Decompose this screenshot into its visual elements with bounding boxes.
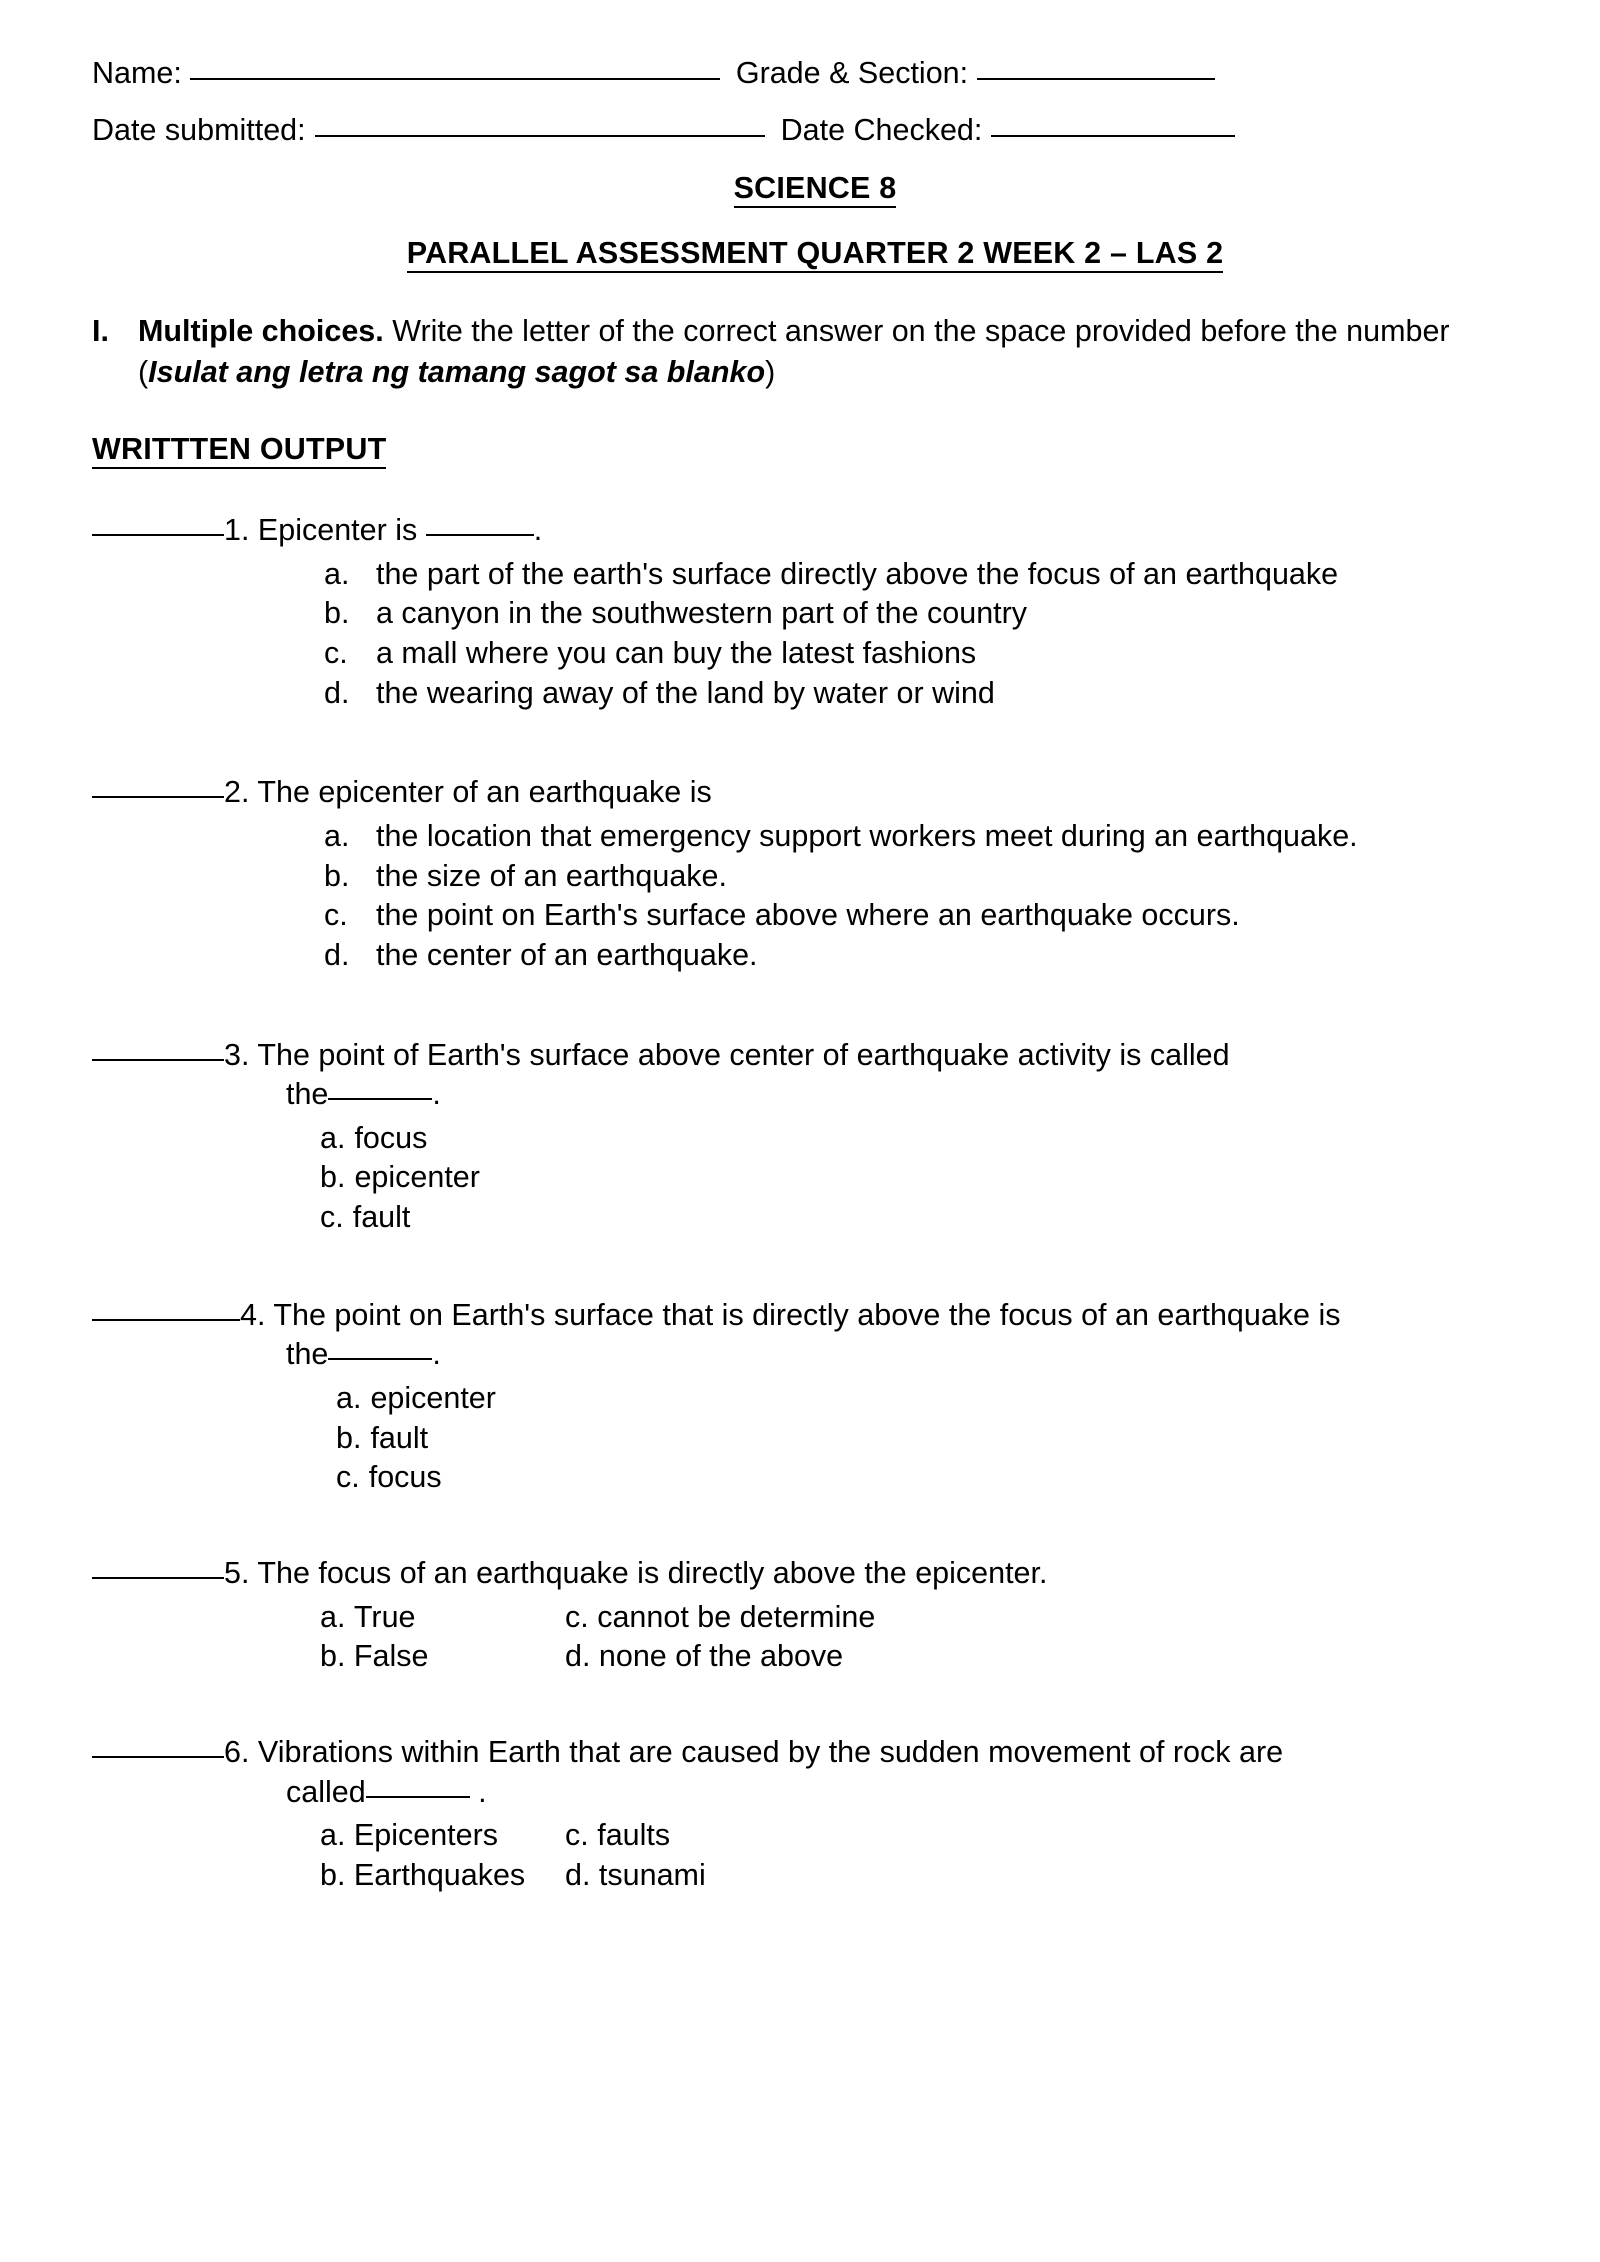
option-letter: b. (320, 1160, 346, 1195)
option-letter: b. (324, 596, 350, 631)
date-checked-input-blank[interactable] (991, 134, 1235, 137)
question-continuation-4 (286, 1335, 1538, 1375)
question-stem-line (92, 1036, 1538, 1076)
option-text: True (353, 1599, 416, 1634)
question-stem-line (92, 1733, 1538, 1773)
question-text-2 (224, 773, 1538, 813)
option-letter: c. (336, 1460, 360, 1495)
options-list-4 (92, 1379, 1538, 1498)
continuation-prefix-6: called (286, 1774, 366, 1809)
question-number-2: 2. (224, 775, 250, 810)
inline-blank-6[interactable] (366, 1795, 470, 1798)
option-row[interactable] (92, 1119, 1538, 1159)
option-letter: d. (565, 1639, 591, 1674)
option-item[interactable] (320, 1816, 565, 1856)
question-number-5: 5. (224, 1555, 250, 1590)
question-stem-5: The focus of an earthquake is directly above the epicenter. (249, 1555, 1048, 1590)
option-row[interactable] (92, 817, 1538, 857)
question-continuation-3 (286, 1075, 1538, 1115)
options-list-2 (92, 817, 1538, 976)
answer-blank-6[interactable] (92, 1755, 224, 1758)
question-block-6 (92, 1733, 1538, 1896)
option-text: focus (368, 1460, 442, 1495)
option-row[interactable] (92, 936, 1538, 976)
answer-blank-4[interactable] (92, 1318, 240, 1321)
option-letter: c. (324, 636, 348, 671)
question-number-1: 1. (224, 513, 250, 548)
grade-section-label: Grade & Section: (735, 56, 969, 90)
option-row[interactable] (92, 594, 1538, 634)
question-number-3: 3. (224, 1037, 250, 1072)
question-stem-6: Vibrations within Earth that are caused by the sudden movement of rock are (249, 1734, 1284, 1769)
option-item[interactable] (565, 1598, 875, 1638)
continuation-suffix-6: . (469, 1774, 487, 1809)
option-letter: c. (320, 1200, 344, 1235)
option-text: the wearing away of the land by water or wind (376, 675, 995, 710)
question-text-1 (224, 511, 1538, 551)
option-text: Earthquakes (353, 1857, 526, 1892)
inline-blank-4[interactable] (328, 1357, 432, 1360)
option-row[interactable] (92, 1158, 1538, 1198)
continuation-prefix-4: the (286, 1337, 329, 1372)
instruction-text-1: Write the letter of the correct answer on the space provided before the number ( (138, 314, 1450, 389)
question-continuation-6 (286, 1773, 1538, 1813)
question-block-2 (92, 773, 1538, 975)
section-heading (92, 432, 1538, 467)
option-letter: a. (324, 818, 350, 853)
option-text: epicenter (354, 1160, 480, 1195)
option-text: none of the above (598, 1639, 844, 1674)
option-item[interactable] (565, 1637, 843, 1677)
option-item[interactable] (565, 1856, 706, 1896)
option-text: the part of the earth's surface directly above the focus of an earthquake (376, 556, 1339, 591)
page-subtitle-text: PARALLEL ASSESSMENT QUARTER 2 WEEK 2 – LAS 2 (407, 236, 1224, 273)
option-letter: a. (320, 1818, 346, 1853)
header-row-name (92, 58, 1538, 89)
option-letter: c. (565, 1599, 589, 1634)
grade-section-input-blank[interactable] (977, 77, 1215, 80)
answer-blank-3[interactable] (92, 1058, 224, 1061)
option-row[interactable] (92, 555, 1538, 595)
inline-blank-1[interactable] (426, 533, 534, 536)
options-list-3 (92, 1119, 1538, 1238)
answer-blank-5[interactable] (92, 1576, 224, 1579)
question-stem-line (92, 1554, 1538, 1594)
continuation-suffix-3: . (432, 1077, 441, 1112)
option-text: tsunami (598, 1857, 706, 1892)
option-letter: a. (320, 1599, 346, 1634)
option-letter: a. (324, 556, 350, 591)
instruction-numeral: I. (92, 314, 109, 348)
option-item[interactable] (565, 1816, 670, 1856)
name-input-blank[interactable] (190, 77, 720, 80)
instruction-body (138, 311, 1538, 392)
continuation-prefix-3: the (286, 1077, 329, 1112)
instruction-block (92, 311, 1538, 392)
option-letter: b. (320, 1639, 346, 1674)
page-title-text: SCIENCE 8 (734, 171, 897, 208)
question-stem-3: The point of Earth's surface above center of earthquake activity is called (249, 1037, 1230, 1072)
option-text: fault (370, 1420, 429, 1455)
page-subtitle (92, 236, 1538, 271)
question-text-6 (224, 1733, 1538, 1773)
option-row[interactable] (92, 896, 1538, 936)
option-row[interactable] (92, 674, 1538, 714)
question-stem-line (92, 773, 1538, 813)
inline-blank-3[interactable] (328, 1097, 432, 1100)
option-row[interactable] (92, 1458, 1538, 1498)
question-block-1 (92, 511, 1538, 713)
title-block (92, 171, 1538, 271)
options-list-1 (92, 555, 1538, 714)
option-row[interactable] (92, 634, 1538, 674)
answer-blank-1[interactable] (92, 533, 224, 536)
question-stem-line (92, 511, 1538, 551)
option-text: cannot be determine (597, 1599, 876, 1634)
option-text: epicenter (370, 1381, 496, 1416)
section-heading-text: WRITTTEN OUTPUT (92, 432, 386, 469)
page-title (92, 171, 1538, 206)
question-text-4 (240, 1296, 1538, 1336)
option-row-pair (92, 1816, 1538, 1856)
option-letter: c. (324, 898, 348, 933)
option-row[interactable] (92, 857, 1538, 897)
option-letter: d. (324, 937, 350, 972)
option-letter: a. (336, 1381, 362, 1416)
option-text: a mall where you can buy the latest fashions (376, 636, 977, 671)
header-row-dates (92, 112, 1538, 147)
option-letter: a. (320, 1120, 346, 1155)
option-letter: c. (565, 1818, 589, 1853)
question-block-5 (92, 1554, 1538, 1677)
option-letter: b. (320, 1857, 346, 1892)
option-text: focus (354, 1120, 428, 1155)
instruction-filipino-text: Isulat ang letra ng tamang sagot sa blanko (148, 354, 766, 389)
question-stem-4: The point on Earth's surface that is directly above the focus of an earthquake is (265, 1297, 1341, 1332)
date-submitted-input-blank[interactable] (315, 134, 765, 137)
option-text: Epicenters (353, 1818, 499, 1853)
option-item[interactable] (320, 1598, 565, 1638)
question-text-5 (224, 1554, 1538, 1594)
options-list-6 (92, 1816, 1538, 1895)
option-letter: b. (336, 1420, 362, 1455)
option-row[interactable] (92, 1198, 1538, 1238)
date-checked-label: Date Checked: (780, 112, 983, 147)
option-row-pair (92, 1598, 1538, 1638)
answer-blank-2[interactable] (92, 795, 224, 798)
option-text: a canyon in the southwestern part of the country (376, 596, 1028, 631)
option-text: False (353, 1639, 429, 1674)
name-label: Name: (92, 56, 182, 90)
option-item[interactable] (320, 1637, 565, 1677)
option-text: the location that emergency support workers meet during an earthquake. (376, 818, 1358, 853)
question-block-3 (92, 1036, 1538, 1238)
option-letter: d. (324, 675, 350, 710)
option-text: the point on Earth's surface above where an earthquake occurs. (376, 898, 1240, 933)
instruction-lead: Multiple choices. (138, 314, 384, 348)
continuation-suffix-4: . (432, 1337, 441, 1372)
option-row[interactable] (92, 1419, 1538, 1459)
instruction-text-2: ) (765, 354, 776, 389)
option-row[interactable] (92, 1379, 1538, 1419)
option-row-pair (92, 1856, 1538, 1896)
question-stem-2: The epicenter of an earthquake is (249, 775, 712, 810)
question-stem-1: Epicenter is (249, 513, 426, 548)
option-item[interactable] (320, 1856, 565, 1896)
date-submitted-label: Date submitted: (92, 112, 306, 147)
question-number-4: 4. (240, 1297, 266, 1332)
question-stem-tail-1: . (533, 513, 543, 548)
question-number-6: 6. (224, 1734, 250, 1769)
option-text: the center of an earthquake. (376, 937, 758, 972)
option-text: fault (352, 1200, 411, 1235)
question-text-3 (224, 1036, 1538, 1076)
option-text: faults (597, 1818, 671, 1853)
option-letter: d. (565, 1857, 591, 1892)
option-row-pair (92, 1637, 1538, 1677)
question-block-4 (92, 1296, 1538, 1498)
options-list-5 (92, 1598, 1538, 1677)
option-letter: b. (324, 858, 350, 893)
question-stem-line (92, 1296, 1538, 1336)
option-text: the size of an earthquake. (376, 858, 727, 893)
